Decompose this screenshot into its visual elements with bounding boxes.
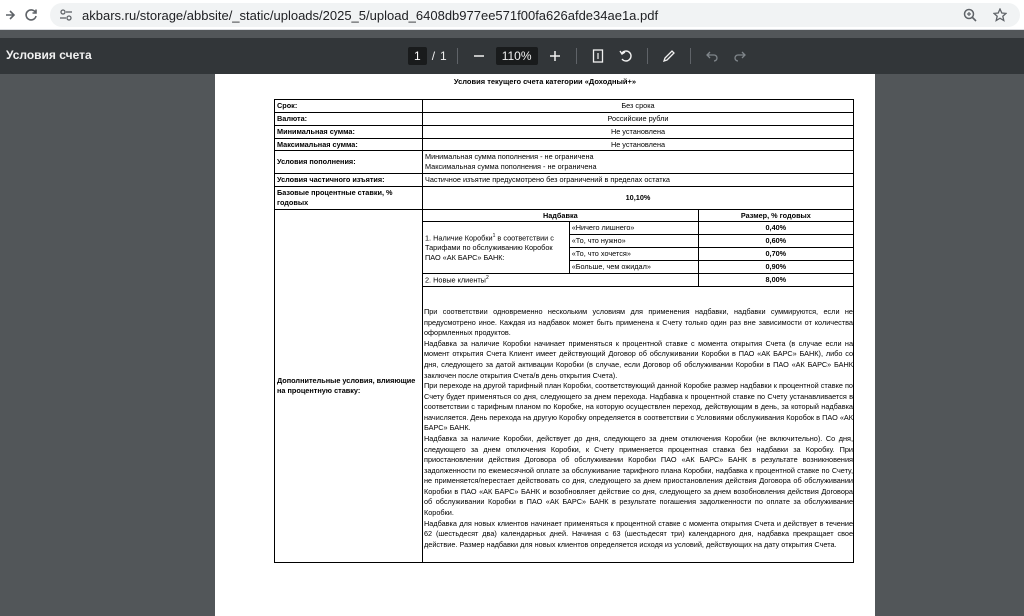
toolbar-divider [647, 48, 648, 64]
term-value: Российские рубли [423, 112, 854, 125]
new-clients-rate: 8,00% [698, 273, 853, 286]
table-row [275, 151, 854, 174]
replenishment-min: Минимальная сумма пополнения - не ограничена [425, 152, 594, 162]
toolbar-divider [690, 48, 691, 64]
page-number-input[interactable]: 1 [408, 47, 427, 65]
plus-icon [549, 50, 561, 62]
toolbar-divider [457, 48, 458, 64]
zoom-out-button[interactable] [468, 45, 490, 67]
paragraph: При переходе на другой тарифный план Коробки, соответствующий данной Коробке размер надбавки к процентной ставке по Счету будет применяться со дня, следующего за днем перехода. Надбавка к процентной ставке по Счету устанавливается в соответствии с тарифным планом по Коробке, на которую осуществлен переход, действующим в день, за который надбавка начисляется. День перехода на другую Коробку определяется в соответствии с Условиями обслуживания Коробок в ПАО «АК БАРС» БАНК. [424, 381, 853, 433]
box-plan-rate: 0,70% [698, 248, 853, 261]
box-plan-rate: 0,60% [698, 235, 853, 248]
box-plan-rate: 0,90% [698, 260, 853, 273]
term-label: Минимальная сумма: [275, 125, 423, 138]
fit-page-icon [592, 49, 604, 63]
term-label: Максимальная сумма: [275, 138, 423, 151]
site-info-button[interactable] [54, 5, 78, 25]
box-plan-name: «То, что хочется» [569, 248, 698, 261]
zoom-indicator-button[interactable] [960, 5, 980, 25]
term-label: Валюта: [275, 112, 423, 125]
box-plan-name: «Ничего лишнего» [569, 222, 698, 235]
url-text[interactable]: akbars.ru/storage/abbsite/_static/uploads/2025_5/upload_6408db977ee571f00fa626afde34ae1a.pdf [82, 7, 659, 23]
magnifier-plus-icon [963, 8, 977, 22]
new-clients-label: 2. Новые клиенты$^2$ [423, 273, 698, 286]
table-row [275, 174, 854, 187]
box-condition-label: 1. Наличие Коробки$^1$ в соответствии с Тарифами по обслуживанию Коробок ПАО «АК БАРС» БАНК: [423, 222, 569, 273]
undo-icon [706, 50, 718, 62]
rate-column-header: Размер, % годовых [698, 210, 853, 222]
term-label: Условия пополнения: [275, 151, 423, 174]
pdf-page [215, 74, 875, 616]
term-value [423, 151, 854, 174]
term-value: Не установлена [423, 138, 854, 151]
term-label: Условия частичного изъятия: [275, 174, 423, 187]
paragraph: Надбавка для новых клиентов начинает применяться к процентной ставке с момента открытия Счета и действует в течение 62 (шестьдесят два) календарных дней. Начиная с 63 (шестьдесят три) календарного дня, надбавка прекращает свое действие. Размер надбавки для новых клиентов определяется исходя из условий, действующих на дату открытия Счета. [424, 518, 853, 549]
zoom-in-button[interactable] [544, 45, 566, 67]
minus-icon [473, 50, 485, 62]
address-bar[interactable] [50, 3, 1020, 27]
term-label: Срок: [275, 100, 423, 113]
box-plan-rate: 0,40% [698, 222, 853, 235]
table-row [275, 138, 854, 151]
reload-icon [24, 8, 38, 22]
document-title: Условия счета [6, 48, 92, 62]
rotate-button[interactable] [615, 45, 637, 67]
table-row [275, 209, 854, 563]
account-terms-table [274, 99, 854, 563]
star-icon [993, 8, 1007, 22]
rotate-icon [619, 49, 633, 63]
arrow-right-icon [6, 9, 16, 21]
document-heading: Условия текущего счета категории «Доходный+» [453, 77, 637, 86]
term-label: Базовые процентные ставки, % годовых [275, 186, 423, 209]
table-row [275, 125, 854, 138]
term-value: Частичное изъятие предусмотрено без ограничений в пределах остатка [423, 174, 854, 187]
undo-button[interactable] [701, 45, 723, 67]
zoom-level-input[interactable]: 110% [496, 47, 538, 65]
total-pages: 1 [440, 49, 447, 63]
pen-icon [662, 49, 676, 63]
redo-button[interactable] [729, 45, 751, 67]
table-row [275, 112, 854, 125]
page-separator: / [431, 49, 436, 63]
site-settings-icon [59, 9, 73, 21]
term-value: Без срока [423, 100, 854, 113]
table-row [275, 100, 854, 113]
box-plan-name: «То, что нужно» [569, 235, 698, 248]
pdf-toolbar [0, 38, 1024, 74]
table-row [275, 186, 854, 209]
paragraph: Надбавка за наличие Коробки начинает применяться к процентной ставке с момента открытия Счета (в случае если на момент открытия Счета Клиент имеет действующий Договор об обслуживании Коробки в ПАО «АК БАРС» БАНК), либо со дня, следующего за датой активации Коробки (в случае, если Договор об обслуживании Коробки в ПАО «АК БАРС» БАНК заключен после открытия Счета/в день открытия Счета). [424, 338, 853, 380]
fit-page-button[interactable] [587, 45, 609, 67]
markup-column-header: Надбавка [423, 210, 698, 222]
conditions-text [423, 287, 853, 562]
base-rate-value: 10,10% [423, 186, 854, 209]
term-label: Дополнительные условия, влияющие на процентную ставку: [275, 209, 423, 563]
paragraph: При соответствии одновременно нескольким условиям для применения надбавки, надбавки суммируются, если не предусмотрено иное. Каждая из надбавок может быть применена к Счету только один раз вне зависимости от количества оформленных продуктов. [424, 307, 853, 338]
term-value: Не установлена [423, 125, 854, 138]
reload-button[interactable] [20, 4, 42, 26]
forward-button[interactable] [0, 4, 22, 26]
box-plan-name: «Больше, чем ожидал» [569, 260, 698, 273]
toolbar-divider [576, 48, 577, 64]
additional-conditions-cell [423, 209, 854, 563]
draw-button[interactable] [658, 45, 680, 67]
redo-icon [734, 50, 746, 62]
bookmark-button[interactable] [990, 5, 1010, 25]
replenishment-max: Максимальная сумма пополнения - не ограничена [425, 162, 597, 172]
browser-toolbar [0, 0, 1024, 30]
paragraph: Надбавка за наличие Коробки, действует до дня, следующего за днем отключения Коробки (не включительно). Со дня, следующего за днем отключения Коробки, к Счету применяется процентная ставка без надбавки за Коробку. При приостановлении действия Договора об обслуживании Коробки ПАО «АК БАРС» БАНК в результате возникновения задолженности по ежемесячной оплате за обслуживание тарифного плана Коробки, надбавка к процентной ставке по Счету, не применяется/перестает действовать со дня, следующего за днем приостановления действия Договора об обслуживании Коробки в ПАО «АК БАРС» БАНК и возобновляет действие со дня, следующего за днем возобновления действия Договора об обслуживании Коробки в ПАО «АК БАРС» БАНК в результате погашения задолженности по оплате за обслуживание Коробки. [424, 434, 853, 518]
markup-table [423, 210, 853, 287]
